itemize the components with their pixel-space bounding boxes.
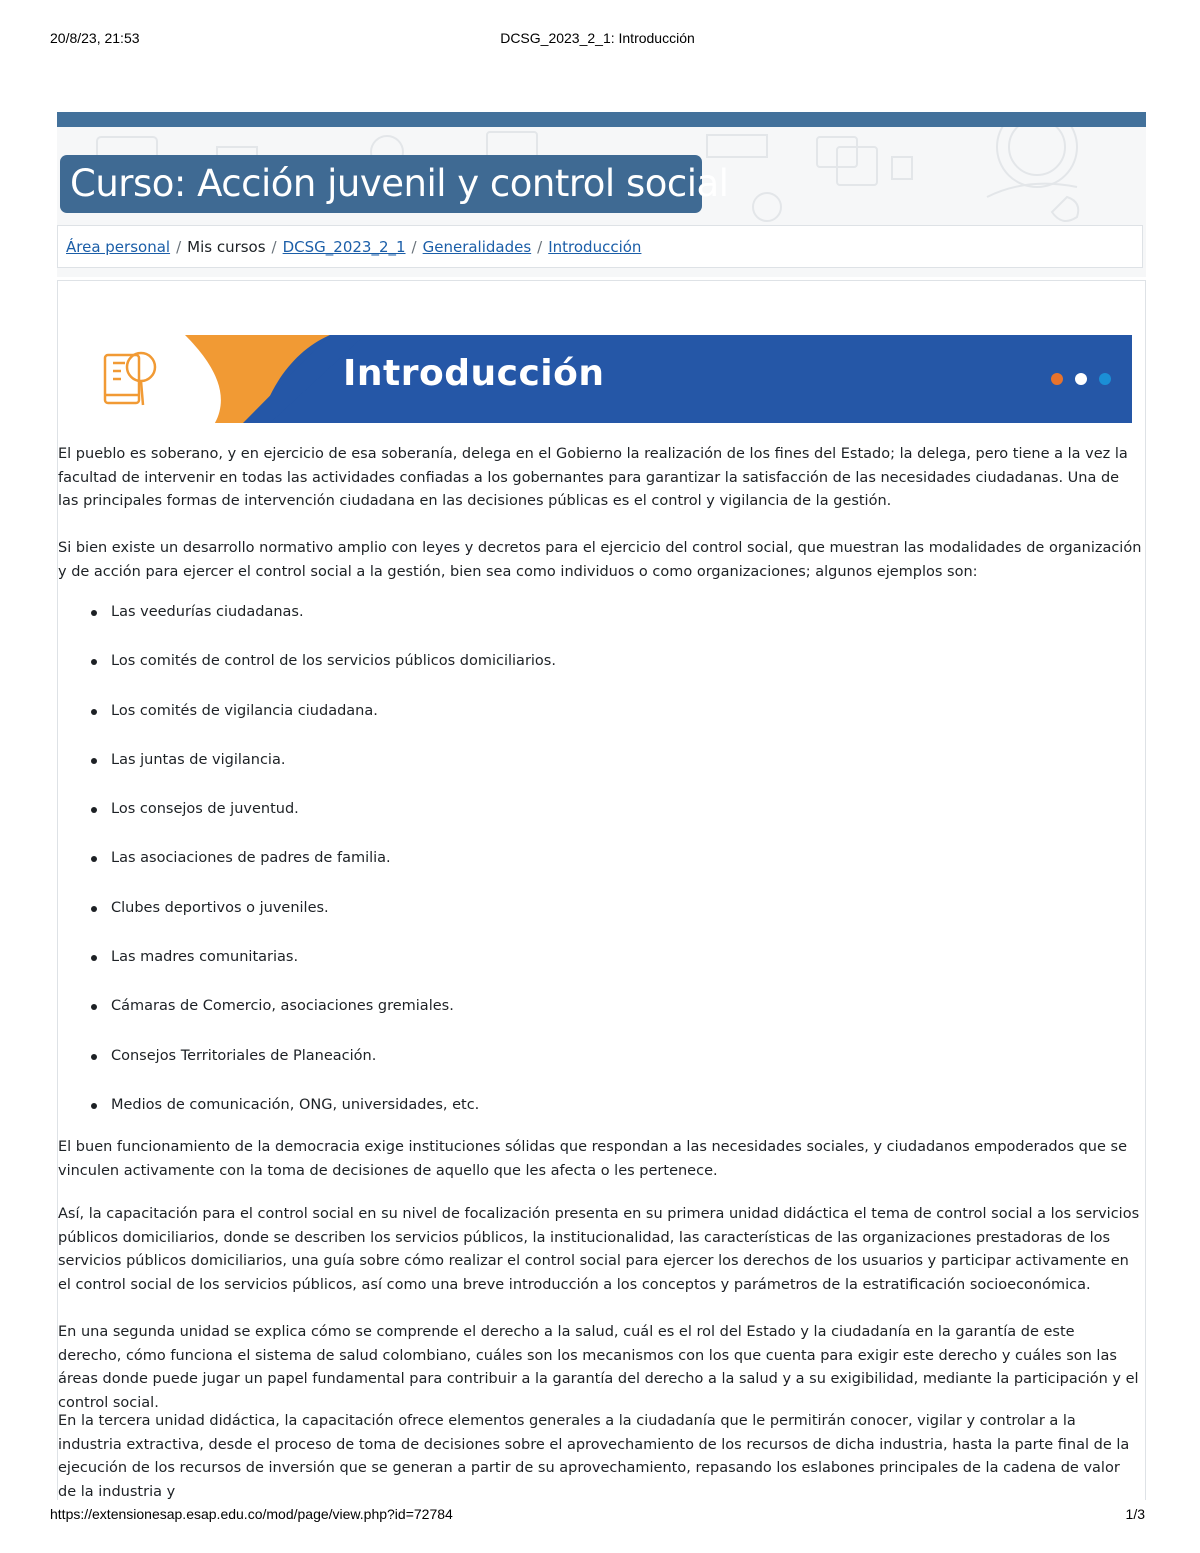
intro-banner (65, 335, 1132, 423)
breadcrumb-course[interactable]: DCSG_2023_2_1 (282, 238, 406, 256)
list-item: Las asociaciones de padres de familia. (58, 847, 1138, 896)
list-item: Los comités de control de los servicios públicos domiciliarios. (58, 650, 1138, 699)
paragraph-4: Así, la capacitación para el control social en su nivel de focalización presenta en su primera unidad didáctica el tema de control social a los servicios públicos domiciliarios, donde se describen los servicios públicos, la institucionalidad, las características de las organizaciones prestadoras de los servicios públicos domiciliarios, una guía sobre cómo realizar el control social para ejercer los derechos de los usuarios y participar activamente en el control social de los servicios públicos, así como una breve introducción a los conceptos y parámetros de la estratificación socioeconómica. (58, 1206, 1140, 1293)
breadcrumb-area-personal[interactable]: Área personal (66, 238, 171, 256)
banner-dot-blue (1099, 373, 1111, 385)
course-title-box (60, 155, 729, 213)
list-item: Las juntas de vigilancia. (58, 749, 1138, 798)
paragraph-6: En la tercera unidad didáctica, la capacitación ofrece elementos generales a la ciudadanía que le permitirán conocer, vigilar y controlar a la industria extractiva, desde el proceso de toma de decisiones sobre el aprovechamiento de los recursos de dicha industria, hasta la parte final de la ejecución de los recursos de inversión que se generan a partir de su aprovechamiento, repasando los eslabones principales de la cadena de valor de la industria y (58, 1413, 1130, 1500)
breadcrumb-separator: / (411, 238, 417, 256)
examples-list (58, 601, 1138, 1143)
list-item: Consejos Territoriales de Planeación. (58, 1045, 1138, 1094)
print-title: DCSG_2023_2_1: Introducción (500, 30, 695, 46)
list-item: Los comités de vigilancia ciudadana. (58, 700, 1138, 749)
course-title: Curso: Acción juvenil y control social (70, 162, 729, 205)
list-item: Los consejos de juventud. (58, 798, 1138, 847)
banner-title: Introducción (343, 353, 605, 394)
breadcrumb-generalidades[interactable]: Generalidades (422, 238, 532, 256)
paragraph-5: En una segunda unidad se explica cómo se comprende el derecho a la salud, cuál es el rol del Estado y la ciudadanía en la garantía de este derecho, cómo funciona el sistema de salud colombiano, cuáles son los mecanismos con los que cuenta para exigir este derecho y cuáles son las áreas donde puede jugar un papel fundamental para contribuir a la garantía del derecho a la salud y a su exigibilidad, mediante la participación y el control social. (58, 1324, 1139, 1411)
breadcrumb-introduccion[interactable]: Introducción (548, 238, 642, 256)
paragraph-2: Si bien existe un desarrollo normativo amplio con leyes y decretos para el ejercicio del control social, que muestran las modalidades de organización y de acción para ejercer el control social a la gestión, bien sea como individuos o como organizaciones; algunos ejemplos son: (58, 540, 1142, 580)
paragraph-3: El buen funcionamiento de la democracia exige instituciones sólidas que respondan a las necesidades sociales, y ciudadanos empoderados que se vinculen activamente con la toma de decisiones de aquello que les afecta o les pertenece. (58, 1139, 1128, 1179)
list-item: Las veedurías ciudadanas. (58, 601, 1138, 650)
breadcrumb (57, 225, 1143, 268)
print-header (50, 30, 1145, 50)
list-item: Cámaras de Comercio, asociaciones gremiales. (58, 995, 1138, 1044)
banner-dot-orange (1051, 373, 1063, 385)
list-item: Clubes deportivos o juveniles. (58, 897, 1138, 946)
banner-dot-white (1075, 373, 1087, 385)
list-item: Las madres comunitarias. (58, 946, 1138, 995)
print-page-number: 1/3 (1125, 1506, 1145, 1522)
breadcrumb-separator: / (271, 238, 277, 256)
print-footer (50, 1506, 1145, 1526)
print-url: https://extensionesap.esap.edu.co/mod/page/view.php?id=72784 (50, 1506, 453, 1522)
breadcrumb-separator: / (537, 238, 543, 256)
paragraph-1: El pueblo es soberano, y en ejercicio de esa soberanía, delega en el Gobierno la realización de los fines del Estado; la delega, pero tiene a la vez la facultad de intervenir en todas las actividades confiadas a los gobernantes para garantizar la satisfacción de las necesidades ciudadanas. Una de las principales formas de intervención ciudadana en las decisiones públicas es el control y vigilancia de la gestión. (58, 446, 1128, 509)
course-header-bar (57, 112, 1146, 127)
print-datetime: 20/8/23, 21:53 (50, 30, 140, 46)
list-item: Medios de comunicación, ONG, universidades, etc. (58, 1094, 1138, 1143)
breadcrumb-separator: / (176, 238, 182, 256)
breadcrumb-mis-cursos: Mis cursos (187, 238, 266, 256)
